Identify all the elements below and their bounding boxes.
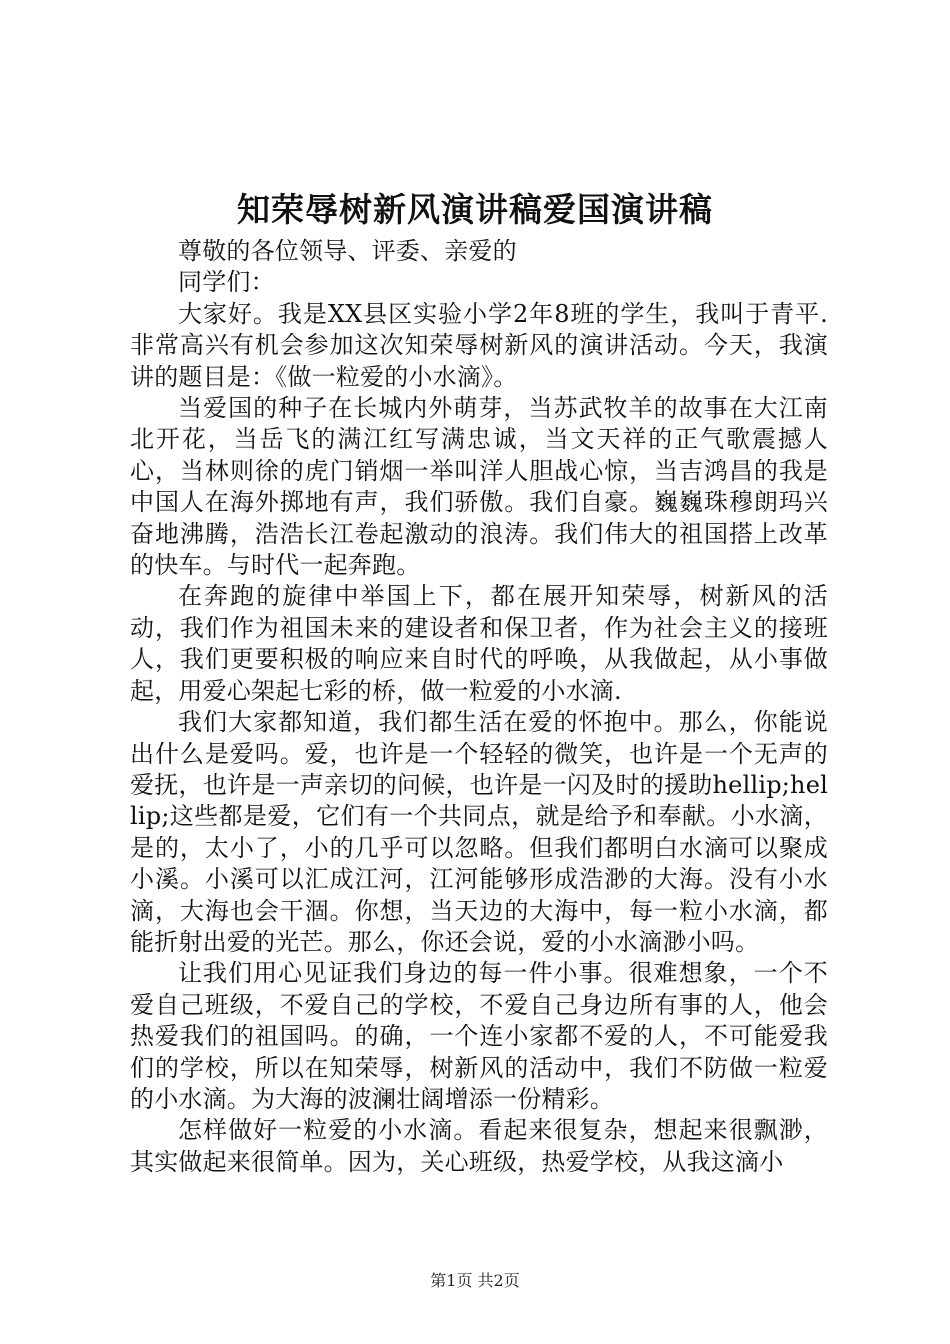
page-footer: 第1页 共2页 [430, 1271, 520, 1290]
paragraph: 让我们用心见证我们身边的每一件小事。很难想象，一个不爱自己班级，不爱自己的学校，不爱自己身边所有事的人，他会热爱我们的祖国吗。的确，一个连小家都不爱的人，不可能爱我们的学校，所以在知荣辱，树新风的活动中，我们不防做一粒爱的小水滴。为大海的波澜壮阔增添一份精彩。 [130, 959, 828, 1113]
greeting-line: 尊敬的各位领导、评委、亲爱的 [178, 237, 517, 265]
paragraph: 在奔跑的旋律中举国上下，都在展开知荣辱，树新风的活动，我们作为祖国未来的建设者和保卫者，作为社会主义的接班人，我们更要积极的响应来自时代的呼唤，从我做起，从小事做起，用爱心架起七彩的桥，做一粒爱的小水滴. [130, 582, 828, 705]
document-body [130, 236, 828, 1178]
paragraph: 怎样做好一粒爱的小水滴。看起来很复杂，想起来很飘渺，其实做起来很简单。因为，关心班级，热爱学校，从我这滴小 [130, 1116, 828, 1176]
page-title: 知荣辱树新风演讲稿爱国演讲稿 [237, 190, 713, 229]
greeting-line-2: 同学们： [178, 268, 275, 297]
paragraph: 当爱国的种子在长城内外萌芽，当苏武牧羊的故事在大江南北开花，当岳飞的满江红写满忠诚，当文天祥的正气歌震撼人心，当林则徐的虎门销烟一举叫洋人胆战心惊，当吉鸿昌的我是中国人在海外掷地有声，我们骄傲。我们自豪。巍巍珠穆朗玛兴奋地沸腾，浩浩长江卷起激动的浪涛。我们伟大的祖国搭上改革的快车。与时代一起奔跑。 [130, 394, 828, 580]
paragraph: 我们大家都知道，我们都生活在爱的怀抱中。那么，你能说出什么是爱吗。爱，也许是一个轻轻的微笑，也许是一个无声的爱抚，也许是一声亲切的问候，也许是一闪及时的援助hellip;hellip;这些都是爱，它们有一个共同点，就是给予和奉献。小水滴，是的，太小了，小的几乎可以忽略。但我们都明白水滴可以聚成小溪。小溪可以汇成江河，江河能够形成浩渺的大海。没有小水滴，大海也会干涸。你想，当天边的大海中，每一粒小水滴，都能折射出爱的光芒。那么，你还会说，爱的小水滴渺小吗。 [130, 708, 828, 956]
paragraph: 大家好。我是XX县区实验小学2年8班的学生，我叫于青平.非常高兴有机会参加这次知荣辱树新风的演讲活动。今天，我演讲的题目是：《做一粒爱的小水滴》。 [130, 299, 828, 391]
